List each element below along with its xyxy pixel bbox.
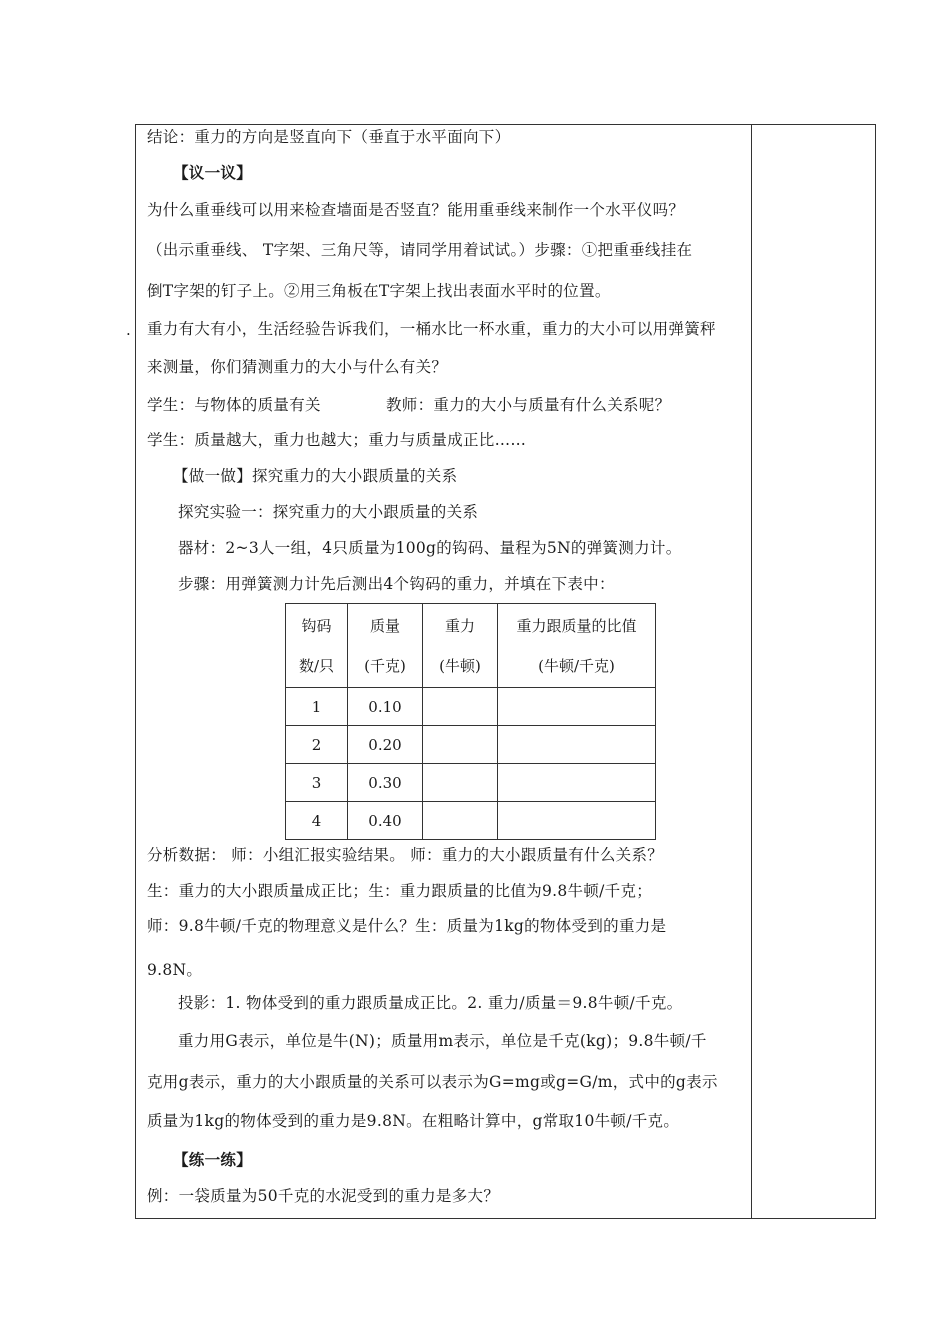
table-row	[286, 726, 656, 764]
table-cell	[423, 802, 498, 840]
header-text: 质量	[369, 616, 400, 635]
header-text: (牛顿/千克)	[538, 656, 615, 675]
question-line: 为什么重垂线可以用来检查墙面是否竖直？能用重垂线来制作一个水平仪吗？	[147, 201, 685, 219]
table-cell	[498, 688, 656, 726]
column-divider	[751, 124, 752, 1219]
table-row	[286, 802, 656, 840]
gravity-intro-line-2: 来测量，你们猜测重力的大小与什么有关？	[147, 358, 448, 376]
table-cell: 4	[286, 802, 348, 840]
header-text: 数/只	[298, 656, 335, 675]
section-heading-discuss: 【议一议】	[173, 163, 253, 182]
table-header-cell	[423, 604, 498, 688]
table-cell	[498, 802, 656, 840]
table-cell: 2	[286, 726, 348, 764]
margin-mark: .	[126, 321, 131, 339]
table-cell: 3	[286, 764, 348, 802]
table-row	[286, 764, 656, 802]
table-row	[286, 688, 656, 726]
gravity-intro-line-1: 重力有大有小，生活经验告诉我们，一桶水比一杯水重，重力的大小可以用弹簧秤	[147, 320, 716, 338]
table-cell: 0.40	[348, 802, 423, 840]
header-text: (牛顿)	[439, 656, 481, 675]
formula-line-2: 克用g表示，重力的大小跟质量的关系可以表示为G=mg或g=G/m，式中的g表示	[147, 1073, 718, 1091]
table-cell: 1	[286, 688, 348, 726]
experiment-title: 探究实验一：探究重力的大小跟质量的关系	[178, 503, 479, 521]
table-header-cell	[498, 604, 656, 688]
teacher-question-1: 教师：重力的大小与质量有什么关系呢？	[386, 396, 671, 414]
header-text: 重力	[444, 616, 475, 635]
analysis-line: 分析数据： 师：小组汇报实验结果。 师：重力的大小跟质量有什么关系？	[147, 846, 664, 864]
table-cell: 0.30	[348, 764, 423, 802]
table-header-cell	[286, 604, 348, 688]
header-text: (千克)	[364, 656, 406, 675]
data-table	[285, 603, 656, 840]
formula-line-3: 质量为1kg的物体受到的重力是9.8N。在粗略计算中，g常取10牛顿/千克。	[147, 1112, 680, 1130]
formula-line-1: 重力用G表示，单位是牛(N)；质量用m表示，单位是千克(kg)；9.8牛顿/千	[178, 1032, 707, 1050]
table-cell	[423, 688, 498, 726]
table-cell: 0.10	[348, 688, 423, 726]
table-cell	[423, 726, 498, 764]
student-answer-1: 学生：与物体的质量有关	[147, 396, 321, 414]
table-header-row	[286, 604, 656, 688]
demo-line-2: 倒T字架的钉子上。②用三角板在T字架上找出表面水平时的位置。	[147, 282, 611, 300]
table-cell: 0.20	[348, 726, 423, 764]
meaning-answer-end: 9.8N。	[147, 961, 203, 979]
header-text: 钩码	[301, 616, 332, 635]
table-cell	[498, 726, 656, 764]
section-heading-practice: 【练一练】	[173, 1150, 253, 1169]
equipment-line: 器材：2~3人一组，4只质量为100g的钩码、量程为5N的弹簧测力计。	[178, 539, 682, 557]
table-cell	[498, 764, 656, 802]
student-answer-2: 学生：质量越大，重力也越大；重力与质量成正比……	[147, 431, 527, 449]
table-header-cell	[348, 604, 423, 688]
demo-line-1: （出示重垂线、 T字架、三角尺等，请同学用着试试。）步骤：①把重垂线挂在	[147, 241, 693, 259]
meaning-question-line: 师：9.8牛顿/千克的物理意义是什么？生：质量为1kg的物体受到的重力是	[147, 917, 667, 935]
student-conclusion-line: 生：重力的大小跟质量成正比；生：重力跟质量的比值为9.8牛顿/千克；	[147, 882, 653, 900]
conclusion-line: 结论：重力的方向是竖直向下（垂直于水平面向下）	[147, 128, 511, 146]
steps-line: 步骤：用弹簧测力计先后测出4个钩码的重力，并填在下表中：	[178, 575, 615, 593]
table-cell	[423, 764, 498, 802]
header-text: 重力跟质量的比值	[516, 616, 637, 635]
section-heading-do: 【做一做】探究重力的大小跟质量的关系	[173, 467, 458, 485]
example-line: 例：一袋质量为50千克的水泥受到的重力是多大？	[147, 1187, 500, 1205]
projection-line: 投影：1. 物体受到的重力跟质量成正比。2. 重力/质量＝9.8牛顿/千克。	[178, 994, 683, 1012]
